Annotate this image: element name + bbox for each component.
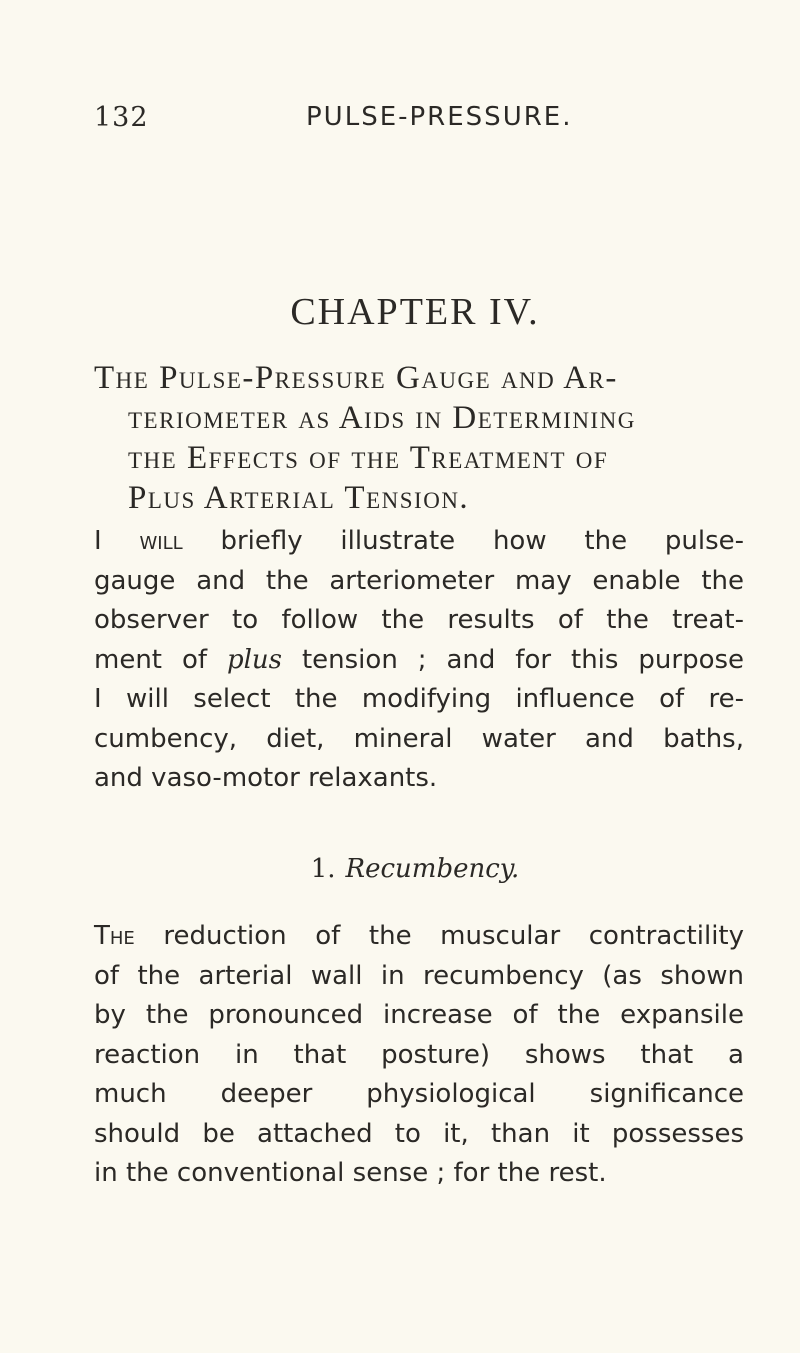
italic-term: plus — [226, 644, 283, 675]
chapter-subtitle-line: the Effects of the Treatment of — [128, 440, 609, 476]
paragraph-line: cumbency, diet, mineral water and baths, — [94, 723, 744, 754]
paragraph-line: of the arterial wall in recumbency (as shown — [94, 960, 744, 991]
paragraph-line: by the pronounced increase of the expansile — [94, 1000, 744, 1030]
lead-small-caps: The — [94, 921, 135, 951]
line-text: reduction of the muscular contractility — [163, 921, 745, 951]
running-head — [0, 96, 800, 136]
paragraph-line — [94, 917, 744, 957]
paragraph-line — [94, 522, 744, 562]
chapter-title: CHAPTER IV. — [290, 291, 540, 333]
line-text: ment — [94, 644, 162, 675]
paragraph-line: observer to follow the results of the treat- — [94, 605, 744, 635]
section-heading — [0, 854, 800, 884]
chapter-subtitle-line: The Pulse-Pressure Gauge and Ar- — [94, 360, 618, 396]
paragraph-line — [94, 641, 744, 681]
paragraph-line: reaction in that posture) shows that a — [94, 1039, 744, 1070]
running-title: PULSE-PRESSURE. — [306, 102, 573, 132]
line-text: of — [181, 644, 208, 675]
chapter-subtitle — [94, 358, 754, 518]
chapter-subtitle-line: teriometer as Aids in Determining — [128, 400, 636, 436]
paragraph-line: I will select the modifying influence of re- — [94, 684, 744, 714]
line-text: briefly illustrate how the pulse- — [220, 526, 744, 556]
section-number: 1. — [310, 854, 336, 884]
paragraph-line: gauge and the arteriometer may enable the — [94, 565, 744, 596]
paragraph-recumbency — [94, 917, 744, 1194]
page-number: 132 — [94, 102, 149, 133]
paragraph-line: should be attached to it, than it possesses — [94, 1118, 744, 1149]
line-text: tension ; and for this purpose — [301, 644, 745, 675]
paragraph-intro — [94, 522, 744, 799]
paragraph-line: and vaso-motor relaxants. — [94, 763, 438, 793]
chapter-subtitle-line: Plus Arterial Tension. — [128, 480, 470, 516]
lead-small-caps: I will — [94, 526, 183, 556]
section-label: Recumbency. — [345, 854, 520, 884]
paragraph-line: in the conventional sense ; for the rest. — [94, 1158, 607, 1188]
paragraph-line: much deeper physiological significance — [94, 1079, 744, 1109]
